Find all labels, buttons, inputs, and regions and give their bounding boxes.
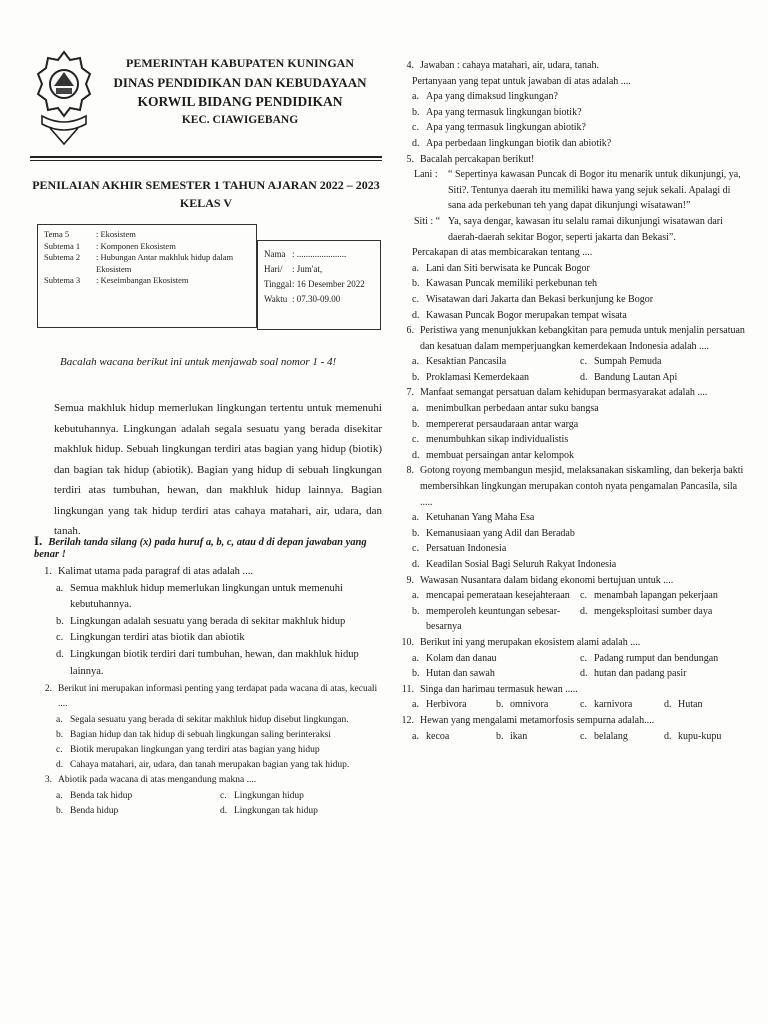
info-key: Tema 5 bbox=[44, 229, 70, 239]
option-text: Cahaya matahari, air, udara, dan tanah merupakan bagian yang tak hidup. bbox=[70, 760, 350, 771]
option-text: omnivora bbox=[510, 699, 549, 711]
option-text: Lingkungan hidup bbox=[234, 790, 304, 801]
q10-options-row-2 bbox=[392, 666, 748, 682]
option-letter: a. bbox=[56, 790, 63, 801]
exam-class: KELAS V bbox=[179, 196, 233, 210]
letterhead-line-4: KEC. CIAWIGEBANG bbox=[181, 114, 299, 126]
option-letter: c. bbox=[220, 790, 227, 801]
q9-option-b[interactable] bbox=[412, 604, 580, 635]
option-letter: d. bbox=[664, 730, 672, 742]
q4-option-b[interactable] bbox=[392, 105, 748, 121]
q6-option-d[interactable] bbox=[580, 370, 748, 386]
q12-option-a[interactable] bbox=[412, 729, 496, 745]
info-value: : Keseimbangan Ekosistem bbox=[96, 275, 189, 285]
header-divider bbox=[30, 156, 382, 158]
option-text: memperoleh keuntungan sebesar-besarnya bbox=[426, 605, 561, 633]
option-letter: b. bbox=[412, 106, 420, 118]
question-4 bbox=[392, 58, 748, 74]
q5-prompt bbox=[392, 245, 748, 261]
q2-option-b[interactable] bbox=[30, 728, 384, 743]
question-11 bbox=[392, 682, 748, 698]
option-text: Proklamasi Kemerdekaan bbox=[426, 371, 530, 383]
option-letter: b. bbox=[496, 699, 504, 711]
identity-value: : ...................... bbox=[292, 249, 347, 259]
option-text: Hutan bbox=[678, 699, 703, 711]
question-text: Kalimat utama pada paragraf di atas adalah .... bbox=[58, 566, 254, 577]
option-text: Padang rumput dan bendungan bbox=[594, 652, 719, 664]
q4-option-a[interactable] bbox=[392, 89, 748, 105]
option-text: membuat persaingan antar kelompok bbox=[426, 449, 575, 461]
identity-value: : 07.30-09.00 bbox=[292, 294, 341, 304]
option-text: Herbivora bbox=[426, 699, 467, 711]
option-letter: a. bbox=[412, 356, 419, 368]
question-9 bbox=[392, 573, 748, 589]
q11-options bbox=[392, 697, 748, 713]
option-text: karnivora bbox=[594, 699, 633, 711]
info-row-tema bbox=[44, 229, 250, 241]
q10-option-b[interactable] bbox=[412, 666, 580, 682]
option-letter: c. bbox=[56, 744, 63, 755]
q12-option-d[interactable] bbox=[664, 729, 748, 745]
question-number: 5. bbox=[406, 153, 414, 165]
option-letter: c. bbox=[412, 122, 419, 134]
option-text: menimbulkan perbedaan antar suku bangsa bbox=[426, 403, 599, 415]
q9-option-d[interactable] bbox=[580, 604, 748, 635]
option-letter: b. bbox=[496, 730, 504, 742]
option-text: Benda tak hidup bbox=[70, 790, 133, 801]
option-text: Kesaktian Pancasila bbox=[426, 356, 507, 368]
q10-options-row-1 bbox=[392, 651, 748, 667]
option-text: kupu-kupu bbox=[678, 730, 722, 742]
option-letter: a. bbox=[56, 714, 63, 725]
q11-option-d[interactable] bbox=[664, 697, 748, 713]
info-row-subtema-2 bbox=[44, 252, 250, 275]
question-1 bbox=[30, 564, 384, 581]
option-letter: d. bbox=[412, 309, 420, 321]
option-letter: d. bbox=[412, 559, 420, 570]
q3-option-d[interactable] bbox=[220, 804, 384, 819]
option-text: Benda hidup bbox=[70, 805, 119, 816]
q3-options-row-1 bbox=[30, 789, 384, 804]
option-text: belalang bbox=[594, 730, 628, 742]
student-identity-box bbox=[257, 240, 381, 330]
option-letter: d. bbox=[220, 805, 228, 816]
q6-option-c[interactable] bbox=[580, 354, 748, 370]
q3-option-a[interactable] bbox=[56, 789, 220, 804]
question-12 bbox=[392, 713, 748, 729]
identity-value: : Jum'at, bbox=[292, 264, 323, 274]
question-number: 1. bbox=[44, 566, 52, 577]
question-text: Gotong royong membangun mesjid, melaksanakan siskamling, dan bekerja bakti membersihkan lingkungan merupakan contoh nyata pengamalan Pancasila, sila ..... bbox=[420, 465, 744, 508]
question-number: 12. bbox=[401, 714, 414, 726]
regency-emblem-icon bbox=[36, 50, 92, 148]
q10-option-c[interactable] bbox=[580, 651, 748, 667]
option-text: Lani dan Siti berwisata ke Puncak Bogor bbox=[426, 262, 590, 274]
question-8 bbox=[392, 463, 748, 510]
q11-option-b[interactable] bbox=[496, 697, 580, 713]
info-key: Subtema 3 bbox=[44, 275, 81, 285]
option-text: Lingkungan tak hidup bbox=[234, 805, 318, 816]
q3-option-c[interactable] bbox=[220, 789, 384, 804]
letterhead bbox=[30, 50, 382, 158]
q1-option-d[interactable] bbox=[30, 647, 384, 680]
info-key: Subtema 2 bbox=[44, 252, 81, 262]
question-number: 9. bbox=[406, 574, 414, 586]
option-text: Lingkungan adalah sesuatu yang berada di sekitar makhluk hidup bbox=[70, 615, 346, 627]
q1-option-c[interactable] bbox=[30, 630, 384, 647]
option-text: Kemanusiaan yang Adil dan Beradab bbox=[426, 527, 575, 539]
option-letter: a. bbox=[412, 730, 419, 742]
option-letter: c. bbox=[580, 590, 587, 602]
question-text: Manfaat semangat persatuan dalam kehidupan bermasyarakat adalah .... bbox=[420, 387, 708, 399]
option-letter: b. bbox=[412, 371, 420, 383]
option-text: Apa yang termasuk lingkungan biotik? bbox=[426, 106, 582, 118]
question-number: 8. bbox=[406, 465, 414, 477]
speaker-name: Siti : “ bbox=[414, 215, 441, 227]
q6-options-row-1 bbox=[392, 354, 748, 370]
info-row-subtema-1 bbox=[44, 241, 250, 253]
option-text: Semua makhluk hidup memerlukan lingkungan untuk memenuhi kebutuhannya. bbox=[70, 582, 343, 611]
question-number: 2. bbox=[44, 684, 52, 695]
q2-option-a[interactable] bbox=[30, 713, 384, 728]
option-letter: c. bbox=[412, 543, 419, 555]
option-letter: d. bbox=[580, 668, 588, 680]
option-text: hutan dan padang pasir bbox=[594, 668, 687, 680]
option-text: Bagian hidup dan tak hidup di sebuah lingkungan saling berinteraksi bbox=[70, 729, 331, 740]
option-letter: a. bbox=[412, 512, 419, 524]
option-letter: b. bbox=[412, 278, 420, 290]
option-text: Sumpah Pemuda bbox=[594, 356, 662, 368]
q6-options-row-2 bbox=[392, 370, 748, 386]
q8-option-a[interactable] bbox=[392, 510, 748, 526]
question-number: 11. bbox=[401, 683, 414, 695]
identity-row-nama[interactable] bbox=[264, 247, 374, 262]
option-text: ikan bbox=[510, 730, 528, 742]
option-text: menumbuhkan sikap individualistis bbox=[426, 434, 569, 446]
q2-option-d[interactable] bbox=[30, 758, 384, 773]
question-number: 4. bbox=[406, 60, 414, 71]
option-letter: d. bbox=[412, 137, 420, 149]
identity-row-waktu bbox=[264, 292, 374, 307]
q1-option-a[interactable] bbox=[30, 581, 384, 614]
question-number: 6. bbox=[406, 325, 414, 337]
option-letter: b. bbox=[56, 615, 64, 627]
question-6 bbox=[392, 323, 748, 354]
q8-option-b[interactable] bbox=[392, 526, 748, 542]
question-3 bbox=[30, 773, 384, 788]
q9-option-a[interactable] bbox=[412, 588, 580, 604]
question-text: Wawasan Nusantara dalam bidang ekonomi bertujuan untuk .... bbox=[420, 574, 674, 586]
option-letter: d. bbox=[664, 699, 672, 711]
option-letter: c. bbox=[580, 730, 587, 742]
q10-option-d[interactable] bbox=[580, 666, 748, 682]
topic-info-box bbox=[37, 224, 257, 328]
q7-option-b[interactable] bbox=[392, 417, 748, 433]
q5-option-c[interactable] bbox=[392, 292, 748, 308]
identity-key: Tinggal bbox=[264, 279, 292, 289]
option-text: Wisatawan dari Jakarta dan Bekasi berkunjung ke Bogor bbox=[426, 293, 654, 305]
q4-prompt bbox=[392, 74, 748, 90]
q7-option-c[interactable] bbox=[392, 432, 748, 448]
info-value: : Hubungan Antar makhluk hidup dalam Ekosistem bbox=[96, 252, 234, 274]
q5-option-d[interactable] bbox=[392, 308, 748, 324]
option-letter: c. bbox=[412, 293, 419, 305]
q2-option-c[interactable] bbox=[30, 743, 384, 758]
question-text: Singa dan harimau termasuk hewan ..... bbox=[420, 683, 578, 695]
option-letter: d. bbox=[580, 605, 588, 617]
q9-options-row-1 bbox=[392, 588, 748, 604]
identity-row-hari bbox=[264, 262, 374, 277]
q9-option-c[interactable] bbox=[580, 588, 748, 604]
q6-option-a[interactable] bbox=[412, 354, 580, 370]
q1-option-b[interactable] bbox=[30, 614, 384, 631]
option-text: kecoa bbox=[426, 730, 450, 742]
speaker-line: Ya, saya dengar, kawasan itu selalu ramai dikunjungi wisatawan dari daerah-daerah sekitar Bogor, seperti jakarta dan Bekasi”. bbox=[448, 215, 723, 243]
identity-key: Waktu bbox=[264, 294, 288, 304]
option-text: Segala sesuatu yang berada di sekitar makhluk hidup disebut lingkungan. bbox=[70, 714, 349, 725]
question-text: Berikut ini yang merupakan ekosistem alami adalah .... bbox=[420, 636, 641, 648]
option-text: Keadilan Sosial Bagi Seluruh Rakyat Indonesia bbox=[426, 559, 617, 570]
q5-option-a[interactable] bbox=[392, 261, 748, 277]
section-i-instruction bbox=[34, 533, 384, 560]
option-text: Biotik merupakan lingkungan yang terdiri atas bagian yang hidup bbox=[70, 744, 320, 755]
option-text: Hutan dan sawah bbox=[426, 668, 495, 680]
option-letter: d. bbox=[412, 449, 420, 461]
dialogue-lani bbox=[392, 167, 748, 214]
q4-option-d[interactable] bbox=[392, 136, 748, 152]
letterhead-line-2: DINAS PENDIDIKAN DAN KEBUDAYAAN bbox=[113, 75, 367, 90]
q10-option-a[interactable] bbox=[412, 651, 580, 667]
option-text: Bandung Lautan Api bbox=[594, 371, 678, 383]
option-letter: c. bbox=[56, 632, 64, 644]
option-letter: b. bbox=[412, 668, 420, 680]
q12-options bbox=[392, 729, 748, 745]
question-text: Peristiwa yang menunjukkan kebangkitan para pemuda untuk menjalin persatuan dan kesatuan dalam memperjuangkan kemerdekaan Indonesia adalah .... bbox=[420, 325, 745, 352]
questions-left-column bbox=[30, 564, 384, 819]
info-key: Subtema 1 bbox=[44, 240, 81, 251]
q3-options-row-2 bbox=[30, 804, 384, 819]
option-letter: c. bbox=[580, 356, 587, 368]
option-letter: a. bbox=[412, 590, 419, 602]
q11-option-a[interactable] bbox=[412, 697, 496, 713]
q7-option-d[interactable] bbox=[392, 448, 748, 464]
option-letter: a. bbox=[412, 91, 419, 103]
identity-value: : 16 Desember 2022 bbox=[292, 279, 365, 289]
option-text: Kawasan Puncak Bogor merupakan tempat wisata bbox=[426, 309, 627, 321]
identity-row-tanggal bbox=[264, 277, 374, 292]
q4-option-c[interactable] bbox=[392, 120, 748, 136]
option-letter: c. bbox=[580, 699, 587, 711]
option-text: Apa perbedaan lingkungan biotik dan abiotik? bbox=[426, 137, 612, 149]
option-letter: a. bbox=[412, 652, 419, 664]
header-divider-thin bbox=[30, 160, 382, 161]
option-text: Ketuhanan Yang Maha Esa bbox=[426, 512, 535, 524]
question-subtext: Percakapan di atas membicarakan tentang .... bbox=[412, 247, 593, 259]
section-number: I. bbox=[34, 533, 43, 548]
question-text: Berikut ini merupakan informasi penting yang terdapat pada wacana di atas, kecuali .... bbox=[58, 684, 378, 710]
speaker-name: Lani : bbox=[414, 169, 438, 181]
reading-instruction: Bacalah wacana berikut ini untuk menjawab soal nomor 1 - 4! bbox=[60, 356, 337, 368]
question-text: Jawaban : cahaya matahari, air, udara, tanah. bbox=[420, 60, 599, 71]
q12-option-c[interactable] bbox=[580, 729, 664, 745]
info-row-subtema-3 bbox=[44, 275, 250, 287]
option-text: mempererat persaudaraan antar warga bbox=[426, 418, 579, 430]
question-text: Abiotik pada wacana di atas mengandung makna .... bbox=[58, 775, 257, 786]
section-text: Berilah tanda silang (x) pada huruf a, b, c, atau d di depan jawaban yang benar ! bbox=[34, 537, 367, 560]
questions-right-column bbox=[392, 58, 748, 744]
q8-option-d[interactable] bbox=[392, 557, 748, 573]
identity-key: Nama bbox=[264, 249, 286, 259]
option-letter: d. bbox=[56, 760, 64, 771]
option-letter: a. bbox=[412, 262, 419, 274]
letterhead-line-1: PEMERINTAH KABUPATEN KUNINGAN bbox=[125, 56, 354, 70]
q7-option-a[interactable] bbox=[392, 401, 748, 417]
q11-option-c[interactable] bbox=[580, 697, 664, 713]
option-letter: b. bbox=[56, 805, 64, 816]
q8-option-c[interactable] bbox=[392, 541, 748, 557]
letterhead-line-3: KORWIL BIDANG PENDIDIKAN bbox=[137, 94, 343, 109]
option-letter: b. bbox=[412, 527, 420, 539]
option-text: Lingkungan biotik terdiri dari tumbuhan, hewan, dan makhluk hidup lainnya. bbox=[70, 648, 359, 677]
option-letter: a. bbox=[412, 403, 419, 415]
question-7 bbox=[392, 385, 748, 401]
speaker-line: “ Sepertinya kawasan Puncak di Bogor itu menarik untuk dikunjungi, ya, Siti?. Tentunya daerah itu memiliki hawa yang sejuk sekali. Apalagi di sana ada perkebunan teh yang dapat dikunjungi wisatawan!” bbox=[448, 169, 741, 212]
question-10 bbox=[392, 635, 748, 651]
question-2 bbox=[30, 682, 384, 712]
option-text: Kawasan Puncak memiliki perkebunan teh bbox=[426, 278, 598, 290]
option-text: Kolam dan danau bbox=[426, 652, 497, 664]
q6-option-b[interactable] bbox=[412, 370, 580, 386]
info-value: : Komponen Ekosistem bbox=[96, 240, 176, 251]
option-text: Apa yang termasuk lingkungan abiotik? bbox=[426, 122, 586, 134]
option-letter: a. bbox=[56, 582, 64, 594]
question-5 bbox=[392, 152, 748, 168]
question-number: 3. bbox=[44, 775, 52, 786]
exam-title bbox=[30, 176, 382, 212]
identity-key: Hari/ bbox=[264, 264, 283, 274]
option-letter: b. bbox=[412, 418, 420, 430]
question-subtext: Pertanyaan yang tepat untuk jawaban di atas adalah .... bbox=[412, 75, 631, 87]
option-letter: d. bbox=[56, 648, 64, 660]
option-text: mengeksploitasi sumber daya bbox=[594, 605, 713, 617]
option-text: Lingkungan terdiri atas biotik dan abiotik bbox=[70, 632, 245, 644]
option-text: Persatuan Indonesia bbox=[426, 543, 507, 555]
info-value: : Ekosistem bbox=[96, 229, 136, 239]
question-text: Hewan yang mengalami metamorfosis sempurna adalah.... bbox=[420, 714, 655, 726]
option-letter: d. bbox=[580, 371, 588, 383]
q5-option-b[interactable] bbox=[392, 276, 748, 292]
q9-options-row-2 bbox=[392, 604, 748, 635]
q12-option-b[interactable] bbox=[496, 729, 580, 745]
q3-option-b[interactable] bbox=[56, 804, 220, 819]
option-letter: c. bbox=[580, 652, 587, 664]
question-number: 10. bbox=[401, 636, 414, 648]
option-letter: c. bbox=[412, 434, 419, 446]
letterhead-text bbox=[100, 54, 380, 130]
question-text: Bacalah percakapan berikut! bbox=[420, 153, 535, 165]
option-text: menambah lapangan pekerjaan bbox=[594, 590, 718, 602]
option-text: mencapai pemerataan kesejahteraan bbox=[426, 590, 570, 602]
option-letter: a. bbox=[412, 699, 419, 711]
exam-title-line: PENILAIAN AKHIR SEMESTER 1 TAHUN AJARAN 2022 – 2023 bbox=[32, 178, 380, 192]
dialogue-siti bbox=[392, 214, 748, 245]
option-letter: b. bbox=[412, 605, 420, 617]
reading-passage: Semua makhluk hidup memerlukan lingkungan tertentu untuk memenuhi kebutuhannya. Lingkungan adalah segala sesuatu yang berada disekitar makhluk hidup. Sebuah lingkungan terdiri atas bagian yang hidup (biotik) dan bagian tak hidup (abiotik). Bagian yang hidup di sebuah lingkungan terdiri atas tumbuhan, hewan, dan makhluk hidup lainnya. Bagian lingkungan yang tak hidup terdiri atas cahaya matahari, air, udara, dan tanah. bbox=[54, 402, 382, 537]
question-number: 7. bbox=[406, 387, 414, 399]
option-letter: b. bbox=[56, 729, 64, 740]
option-text: Apa yang dimaksud lingkungan? bbox=[426, 91, 558, 103]
